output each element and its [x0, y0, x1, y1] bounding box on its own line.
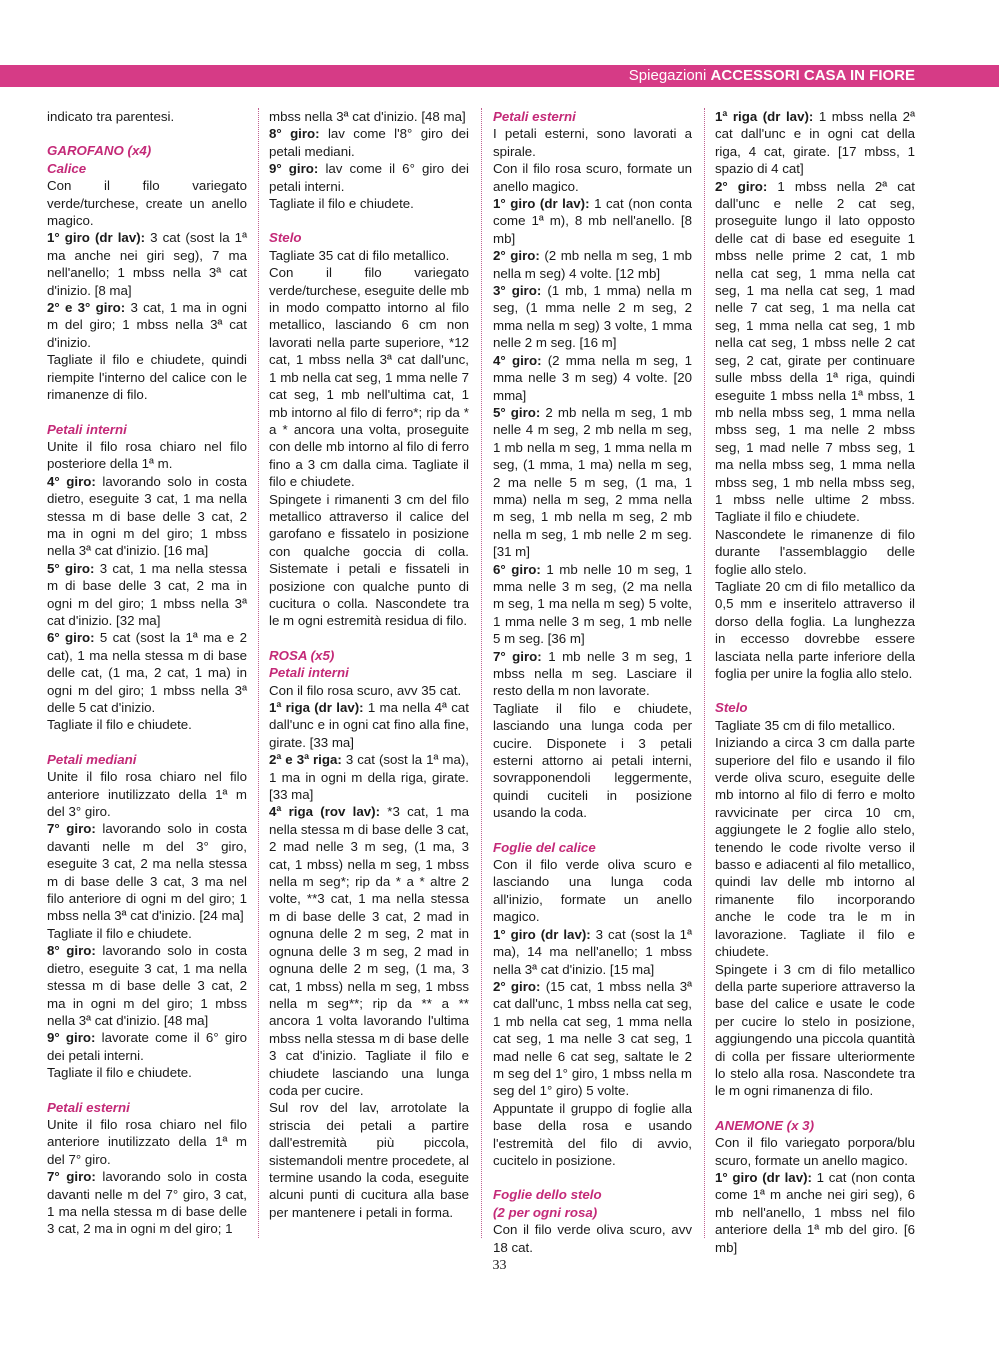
- paragraph: [47, 1168, 247, 1238]
- paragraph: Tagliate 20 cm di filo metallico da 0,5 mm e inseritelo attraverso il dorso della foglia. La lunghezza in eccesso dovrebbe essere lasciata nella parte inferiore della foglia per unire la foglia allo stelo.: [715, 578, 915, 681]
- step-label: 5° giro:: [47, 560, 95, 576]
- column-divider: [481, 108, 482, 1238]
- paragraph: [715, 178, 915, 526]
- paragraph: Tagliate 35 cm di filo metallico.: [715, 717, 896, 733]
- section-heading: Petali interni: [47, 421, 127, 437]
- column-1: [47, 108, 247, 1238]
- paragraph: Spingete i 3 cm di filo metallico della parte superiore attraverso la base del calice e usate le code per cucire lo stelo in posizione, aggiungendo una piccola quantità di colla per fissare ulteriormente lo stelo alla rosa. Nascondete tra le m ogni rimanenza di filo.: [715, 961, 915, 1099]
- step-label: 1° giro (dr lav):: [715, 1169, 812, 1185]
- paragraph: Tagliate il filo e chiudete.: [269, 196, 414, 212]
- step-label: 4ª riga (rov lav):: [269, 804, 381, 820]
- step-text: (2 mma nella m seg, 1 mma nelle 3 m seg) 4 volte. [20 mma]: [493, 352, 692, 403]
- running-header: [629, 67, 915, 85]
- step-label: 4° giro:: [47, 473, 96, 489]
- section-heading: Foglie dello stelo: [493, 1187, 602, 1203]
- step-label: 2° giro:: [715, 178, 768, 194]
- step-text: 3 cat (sost la 1ª ma), 1 ma in ogni m della riga, girate. [33 ma]: [269, 752, 469, 803]
- step-label: 6° giro:: [47, 630, 95, 646]
- paragraph: Con il filo variegato verde/turchese, create un anello magico.: [47, 178, 247, 229]
- paragraph: [269, 699, 469, 751]
- paragraph: Appuntate il gruppo di foglie alla base della rosa e usando l'estremità del filo di avvio, cucitelo in posizione.: [493, 1100, 692, 1168]
- step-text: lavorando solo in costa davanti nelle m del 7° giro, 3 cat, 1 ma nella stessa m di base delle 3 cat, 2 ma in ogni m del giro; 1: [47, 1169, 248, 1237]
- paragraph: [47, 1029, 247, 1064]
- paragraph: [47, 560, 247, 630]
- paragraph: [493, 926, 692, 978]
- column-divider: [258, 108, 259, 1238]
- step-label: 2ª e 3ª riga:: [269, 752, 342, 768]
- paragraph: Tagliate il filo e chiudete, quindi riempite l'interno del calice con le rimanenze di filo.: [47, 352, 247, 403]
- step-label: 7° giro:: [47, 1169, 96, 1185]
- paragraph: [715, 108, 915, 178]
- header-bar: [0, 65, 999, 87]
- section-heading: ANEMONE (x 3): [715, 1117, 814, 1133]
- paragraph: Con il filo verde oliva scuro, avv 18 cat.: [493, 1222, 692, 1255]
- step-text: 1 ma nella 4ª cat dall'unc e in ogni cat fino alla fine, girate. [33 ma]: [269, 700, 469, 750]
- step-text: 1 cat (non conta come 1ª m anche nei giri seg), 6 mb nell'anello, 1 mbss nel filo anteriore della 1ª mb del giro. [6 mb]: [715, 1169, 915, 1255]
- paragraph: [493, 195, 692, 247]
- paragraph: Tagliate il filo e chiudete.: [47, 925, 192, 941]
- section-heading: Petali esterni: [47, 1099, 130, 1115]
- subsection-heading: Petali interni: [269, 665, 349, 681]
- paragraph: [493, 352, 692, 404]
- step-text: 1 mbss nella 2ª cat dall'unc e in ogni cat della riga, 4 cat, girate. [17 mbss, 1 spazio di 4 cat]: [715, 109, 915, 177]
- section-heading: ROSA (x5): [269, 647, 335, 663]
- text-columns: [0, 108, 999, 1255]
- paragraph: [47, 299, 247, 351]
- step-label: 1ª riga (dr lav):: [715, 109, 814, 124]
- step-label: 7° giro:: [47, 821, 96, 837]
- step-label: 7° giro:: [493, 648, 542, 664]
- step-label: 4° giro:: [493, 352, 542, 368]
- paragraph: I petali esterni, sono lavorati a spirale.: [493, 126, 692, 159]
- step-label: 2° giro:: [493, 978, 541, 994]
- step-text: (2 mb nella m seg, 1 mb nella m seg) 4 volte. [12 mb]: [493, 248, 692, 281]
- step-text: lav come il 6° giro dei petali interni.: [269, 161, 469, 194]
- step-label: 1° giro (dr lav):: [47, 230, 146, 246]
- step-label: 1° giro (dr lav):: [493, 926, 591, 942]
- step-text: 3 cat (sost la 1ª ma anche nei giri seg), 7 ma nell'anello; 1 mbss nella 3ª cat d'inizio. [8 ma]: [47, 230, 247, 298]
- step-label: 2° e 3° giro:: [47, 300, 126, 316]
- paragraph: Tagliate il filo e chiudete.: [47, 1065, 192, 1081]
- step-text: 1 cat (non conta come 1ª m), 8 mb nell'anello. [8 mb]: [493, 196, 692, 246]
- paragraph: Unite il filo rosa chiaro nel filo anteriore inutilizzato della 1ª m del 7° giro.: [47, 1116, 247, 1167]
- paragraph: [493, 561, 692, 648]
- step-label: 8° giro:: [47, 943, 96, 959]
- step-label: 1° giro (dr lav):: [493, 196, 590, 212]
- paragraph: mbss nella 3ª cat d'inizio. [48 ma]: [269, 109, 466, 124]
- subsection-heading: Calice: [47, 160, 87, 176]
- step-text: (1 mb, 1 mma) nella m seg, (1 mma nelle 2 m seg, 2 mma nella m seg) 3 volte, 1 mma nelle 2 m seg. [16 m]: [493, 283, 693, 351]
- step-text: 3 cat, 1 ma nella stessa m di base delle 3 cat, 2 ma in ogni m del giro; 1 mbss nella 3ª cat d'inizio. [32 ma]: [47, 560, 248, 628]
- step-text: 1 mbss nella 2ª cat dall'unc e nelle 2 cat seg, proseguite lungo il lato opposto delle cat di base ed eseguite 1 mbss nelle prime 2 cat, 1 mb nella cat seg, 1 mma nella cat seg, 1 ma nella cat seg, 1 mad nelle 7 cat seg, 1 ma nella cat seg, 1 mma nella cat seg, 1 mb nella cat seg, 1 mbss nelle 2 cat seg, 2 cat, girate per continuare sulle mbss della 1ª riga, quindi eseguite 1 mbss nella 1ª mbss, 1 mb nella mbss seg, 1 mma nella mbss seg, 1 ma nelle 2 mbss seg, 1 mad nelle 7 mbss seg, 1 ma nella mbss seg, 1 mma nella mbss seg, 1 mb nella mbss seg, 1 mbss nelle ultime 2 mbss. Tagliate il filo e chiudete.: [715, 178, 915, 525]
- section-heading: Foglie del calice: [493, 839, 596, 855]
- step-text: 5 cat (sost la 1ª ma e 2 cat), 1 ma nella stessa m di base delle cat, (1 ma, 2 cat, 1 ma) in ogni m del giro; 1 mbss nella 3ª delle 5 cat d'inizio.: [47, 630, 247, 715]
- header-title: ACCESSORI CASA IN FIORE: [710, 67, 915, 84]
- paragraph: [47, 629, 247, 716]
- step-label: 6° giro:: [493, 561, 541, 577]
- paragraph: [47, 820, 247, 924]
- section-heading: Petali mediani: [47, 751, 137, 767]
- paragraph: [47, 942, 247, 1029]
- step-label: 8° giro:: [269, 126, 320, 142]
- header-section: Spiegazioni: [628, 67, 711, 84]
- paragraph: [493, 282, 692, 352]
- section-heading: GAROFANO (x4): [47, 143, 152, 159]
- step-text: lavorando solo in costa davanti nelle m del 3° giro, eseguite 3 cat, 2 ma nella stessa m di base delle 3 cat, 3 ma nel filo anteriore di ogni m del giro; 1 mbss nella 3ª cat d'inizio. [24 ma]: [47, 821, 248, 924]
- step-label: 1ª riga (dr lav):: [269, 700, 364, 715]
- step-text: lavorando solo in costa dietro, eseguite 3 cat, 1 ma nella stessa m di base delle 3 cat, 2 ma in ogni m del giro; 1 mbss nella 3ª cat d'inizio. [16 ma]: [47, 473, 248, 559]
- paragraph: [269, 125, 469, 160]
- step-label: 9° giro:: [47, 1030, 96, 1046]
- paragraph: [493, 247, 692, 282]
- paragraph: [493, 404, 692, 561]
- paragraph: Con il filo variegato porpora/blu scuro, formate un anello magico.: [715, 1135, 915, 1168]
- section-heading: Stelo: [715, 700, 748, 716]
- paragraph: Con il filo rosa scuro, avv 35 cat.: [269, 682, 462, 698]
- step-text: 3 cat (sost la 1ª ma), 14 ma nell'anello; 1 mbss nella 3ª cat d'inizio. [15 ma]: [493, 926, 692, 977]
- step-label: 9° giro:: [269, 161, 319, 177]
- step-text: lavorate come il 6° giro dei petali interni.: [47, 1030, 247, 1063]
- step-text: 1 mb nelle 3 m seg, 1 mbss nella m seg. Lasciare il resto della m non lavorate.: [493, 648, 692, 699]
- paragraph: Spingete i rimanenti 3 cm del filo metallico attraverso il calice del garofano e fissatelo in posizione con qualche goccia di colla. Sistemate i petali e fissateli in posizione con qualche punto di cucitura o colla. Nascondete tra le m ogni estremità residua di filo.: [269, 491, 469, 629]
- paragraph: [269, 751, 469, 803]
- column-2: [269, 108, 469, 1221]
- step-text: 1 mb nelle 10 m seg, 1 mma nelle 3 m seg, (2 ma nella m seg, 1 ma nella m seg) 5 volte, 1 mma nelle 3 m seg, 1 mb nelle 5 m seg. [36 m]: [493, 561, 693, 647]
- step-text: *3 cat, 1 ma nella stessa m di base delle 3 cat, 2 mad nelle 3 m seg, (1 ma, 3 cat, 1 mbss) nella m seg, 1 mbss nella m seg*; rip da * a * altre 2 volte, **3 cat, 1 ma nella stessa m di base delle 3 cat, 2 mad in ognuna delle 2 m seg, 2 mat in ognuna delle 3 m seg, 2 mad in ognuna delle 2 m seg, (1 ma, 3 cat, 1 mbss) nella m seg, 1 mbss nella m seg**; rip da ** a ** ancora 1 volta lavorando l'ultima mbss nella stessa m di base delle 3 cat d'inizio. Tagliate il filo e chiudete lasciando una lunga coda per cucire.: [269, 804, 470, 1098]
- paragraph: [715, 1169, 915, 1256]
- step-label: 2° giro:: [493, 248, 540, 264]
- column-3: [493, 108, 692, 1256]
- step-text: 3 cat, 1 ma in ogni m del giro; 1 mbss nella 3ª cat d'inizio.: [47, 300, 247, 350]
- step-text: (15 cat, 1 mbss nella 3ª cat dall'unc, 1 mbss nella cat seg, 1 mb nella cat seg, 1 mma nella cat seg, 1 ma nelle 3 cat seg, 1 mad nelle 6 cat seg, saltate le 2 m seg del 1° giro, 1 mbss nella m seg del 1° giro) 5 volte.: [493, 978, 693, 1099]
- paragraph: [47, 473, 247, 560]
- step-text: lav come l'8° giro dei petali mediani.: [269, 126, 469, 159]
- paragraph: Tagliate il filo e chiudete.: [47, 717, 192, 733]
- paragraph: [47, 229, 247, 299]
- column-divider: [704, 108, 705, 1238]
- paragraph: indicato tra parentesi.: [47, 109, 175, 124]
- paragraph: [269, 803, 469, 1099]
- paragraph: [493, 648, 692, 700]
- column-4: [715, 108, 915, 1256]
- paragraph: Iniziando a circa 3 cm dalla parte superiore del filo e usando il filo verde oliva scuro, eseguite delle mb intorno al filo di ferro e molto ravvicinate per circa 10 cm, aggiungete le 2 foglie allo stelo, tenendo le code rivolte verso il basso e adiacenti al filo metallico, quindi lav delle mb intorno al rimanente filo incorporando anche le code tra le m in lavorazione. Tagliate il filo e chiudete.: [715, 735, 915, 960]
- step-text: lavorando solo in costa dietro, eseguite 3 cat, 1 ma nella stessa m di base delle 3 cat, 2 ma in ogni m del giro; 1 mbss nella 3ª cat d'inizio. [48 ma]: [47, 943, 248, 1028]
- paragraph: [269, 160, 469, 195]
- paragraph: Con il filo variegato verde/turchese, eseguite delle mb in modo compatto intorno al filo metallico, lasciando 6 cm non lavorati nella parte superiore, *12 cat, 1 mbss nella 3ª cat dall'unc, 1 mb nella cat seg, 1 mma nelle 7 cat seg, 1 mb nell'ultima cat, 1 mb intorno al filo di ferro*; rip da * a * ancora una volta, proseguite con delle mb intorno al filo di ferro fino a 3 cm dalla cima. Tagliate il filo e chiudete.: [269, 265, 469, 490]
- paragraph: Unite il filo rosa chiaro nel filo posteriore della 1ª m.: [47, 438, 247, 472]
- section-heading: Stelo: [269, 230, 302, 246]
- paragraph: Sul rov del lav, arrotolate la striscia dei petali a partire dall'estremità più piccola, sistemandoli mentre procedete, al termine usando la coda, eseguite alcuni punti di cucitura alla base per mantenere i petali in forma.: [269, 1100, 469, 1220]
- section-heading: Petali esterni: [493, 109, 576, 124]
- step-label: 3° giro:: [493, 283, 542, 299]
- step-label: 5° giro:: [493, 404, 541, 420]
- paragraph: [493, 978, 692, 1100]
- paragraph: Nascondete le rimanenze di filo durante l'assemblaggio delle foglie allo stelo.: [715, 526, 915, 577]
- paragraph: Tagliate il filo e chiudete, lasciando una lunga coda per cucire. Disponete i 3 petali esterni attorno ai petali interni, sovrapponendoli leggermente, quindi cuciteli in posizione usando la coda.: [493, 700, 692, 821]
- paragraph: Con il filo verde oliva scuro e lasciando una lunga coda all'inizio, formate un anello magico.: [493, 857, 692, 925]
- paragraph: Unite il filo rosa chiaro nel filo anteriore inutilizzato della 1ª m del 3° giro.: [47, 769, 247, 820]
- paragraph: Tagliate 35 cat di filo metallico.: [269, 247, 450, 263]
- step-text: 2 mb nella m seg, 1 mb nelle 4 m seg, 2 mb nella m seg, 1 mb nella m seg, 1 mma nella m seg, (1 mma, 1 ma) nella m seg, 2 ma nelle 5 m seg, (1 ma, 1 mma) nella m seg, 2 mma nella m seg, 1 mb nella m seg, 2 mb nella m seg, 1 mb nelle 2 m seg. [31 m]: [493, 404, 692, 560]
- subsection-heading: (2 per ogni rosa): [493, 1204, 598, 1220]
- paragraph: Con il filo rosa scuro, formate un anello magico.: [493, 161, 692, 194]
- page-number: 33: [492, 1258, 507, 1273]
